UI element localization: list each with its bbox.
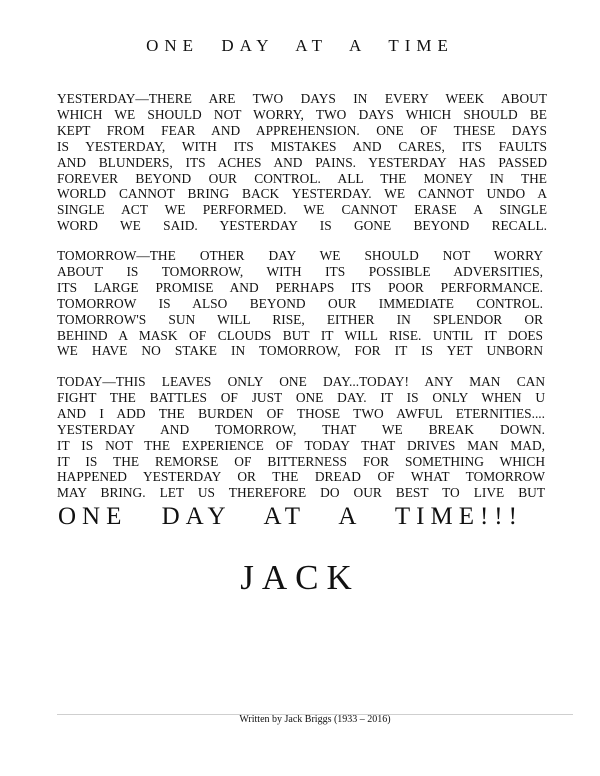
text-line: MAY BRING. LET US THEREFORE DO OUR BEST TO LIVE BUT (57, 485, 545, 501)
text-line: TOMORROW IS ALSO BEYOND OUR IMMEDIATE CONTROL. (57, 295, 543, 311)
paragraph-tomorrow (57, 248, 543, 359)
text-line: ABOUT IS TOMORROW, WITH ITS POSSIBLE ADVERSITIES, (57, 263, 543, 279)
text-line: WORD WE SAID. YESTERDAY IS GONE BEYOND RECALL. (57, 218, 547, 234)
text-line: YESTERDAY—THERE ARE TWO DAYS IN EVERY WEEK ABOUT (57, 91, 547, 106)
author-credit: Written by Jack Briggs (1933 – 2016) (239, 714, 391, 725)
text-line: AND BLUNDERS, ITS ACHES AND PAINS. YESTERDAY HAS PASSED (57, 154, 547, 170)
paragraph-yesterday (57, 91, 547, 234)
text-line: FIGHT THE BATTLES OF JUST ONE DAY. IT IS ONLY WHEN U (57, 389, 545, 405)
text-line: TOMORROW—THE OTHER DAY WE SHOULD NOT WORRY (57, 248, 543, 263)
text-line: TOMORROW'S SUN WILL RISE, EITHER IN SPLENDOR OR (57, 311, 543, 327)
paragraph-today (57, 374, 545, 501)
text-line: ITS LARGE PROMISE AND PERHAPS ITS POOR PERFORMANCE. (57, 279, 543, 295)
text-line: HAPPENED YESTERDAY OR THE DREAD OF WHAT TOMORROW (57, 469, 545, 485)
text-line: IT IS NOT THE EXPERIENCE OF TODAY THAT DRIVES MAN MAD, (57, 437, 545, 453)
text-line: WE HAVE NO STAKE IN TOMORROW, FOR IT IS YET UNBORN (57, 343, 543, 359)
text-line: WORLD CANNOT BRING BACK YESTERDAY. WE CANNOT UNDO A (57, 186, 547, 202)
text-line: AND I ADD THE BURDEN OF THOSE TWO AWFUL ETERNITIES.... (57, 405, 545, 421)
text-line: FOREVER BEYOND OUR CONTROL. ALL THE MONEY IN THE (57, 170, 547, 186)
closing-line: ONE DAY AT A TIME!!! (58, 503, 523, 530)
text-line: BEHIND A MASK OF CLOUDS BUT IT WILL RISE. UNTIL IT DOES (57, 327, 543, 343)
text-line: KEPT FROM FEAR AND APPREHENSION. ONE OF THESE DAYS (57, 122, 547, 138)
text-line: SINGLE ACT WE PERFORMED. WE CANNOT ERASE A SINGLE (57, 202, 547, 218)
text-line: IT IS THE REMORSE OF BITTERNESS FOR SOMETHING WHICH (57, 453, 545, 469)
signature: JACK (240, 558, 360, 597)
text-line: WHICH WE SHOULD NOT WORRY, TWO DAYS WHICH SHOULD BE (57, 106, 547, 122)
text-line: YESTERDAY AND TOMORROW, THAT WE BREAK DOWN. (57, 421, 545, 437)
text-line: IS YESTERDAY, WITH ITS MISTAKES AND CARES, ITS FAULTS (57, 138, 547, 154)
document-title: ONE DAY AT A TIME (146, 36, 454, 55)
text-line: TODAY—THIS LEAVES ONLY ONE DAY...TODAY! ANY MAN CAN (57, 374, 545, 389)
